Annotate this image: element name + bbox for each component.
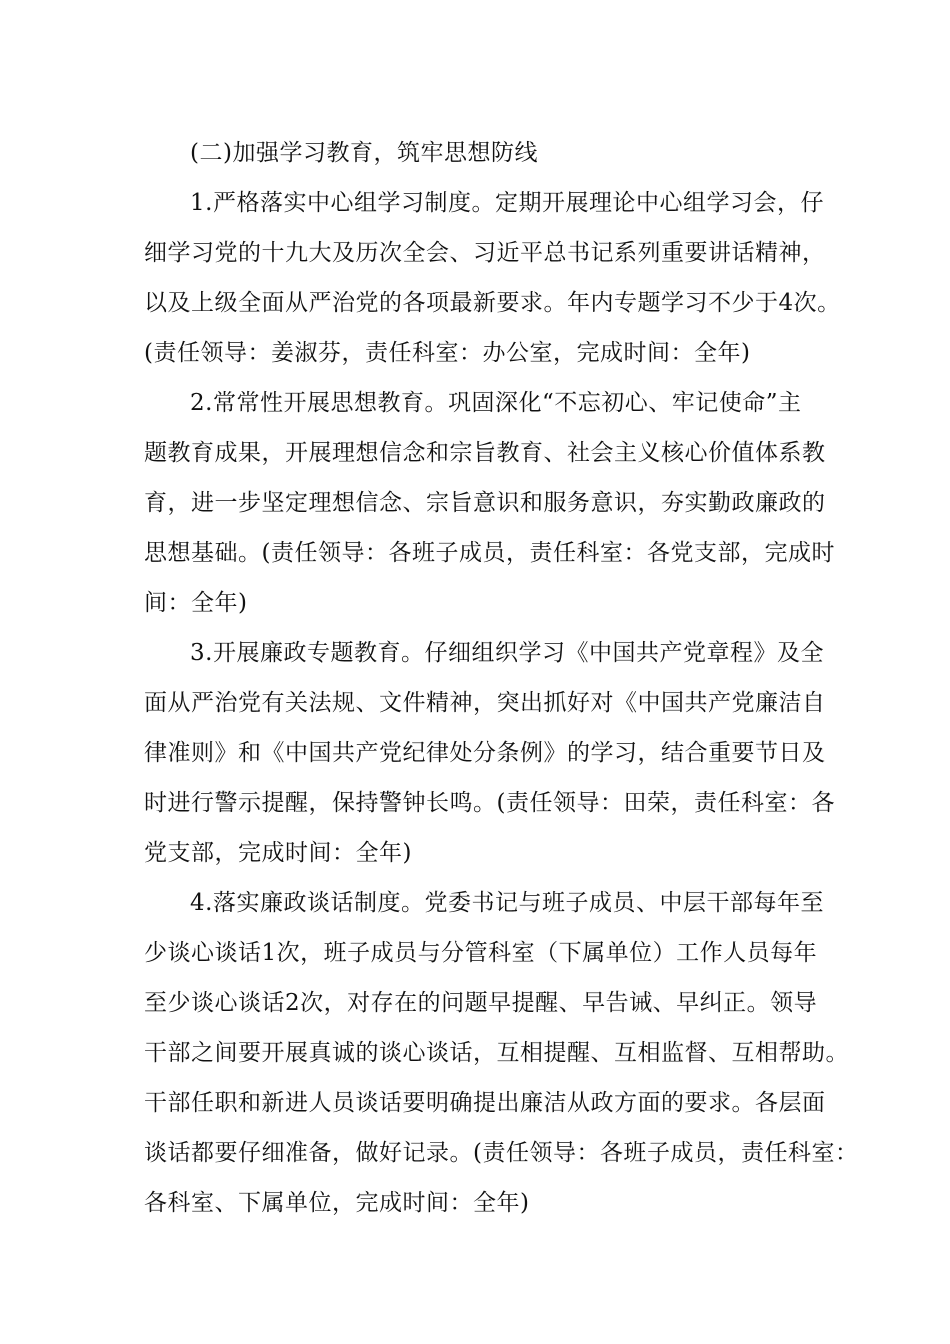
paragraph-2-line-5: 间：全年) xyxy=(144,590,248,616)
paragraph-1-line-2: 细学习党的十九大及历次全会、习近平总书记系列重要讲话精神， xyxy=(144,240,826,266)
paragraph-4-line-3: 至少谈心谈话2次，对存在的问题早提醒、早告诫、早纠正。领导 xyxy=(144,990,818,1016)
paragraph-4-line-6: 谈话都要仔细准备，做好记录。(责任领导：各班子成员，责任科室： xyxy=(144,1140,859,1166)
paragraph-2-line-1: 2.常常性开展思想教育。巩固深化“不忘初心、牢记使命”主 xyxy=(190,390,802,416)
paragraph-3-line-1: 3.开展廉政专题教育。仔细组织学习《中国共产党章程》及全 xyxy=(190,640,824,666)
paragraph-3-line-4: 时进行警示提醒，保持警钟长鸣。(责任领导：田荣，责任科室：各 xyxy=(144,790,835,816)
paragraph-2-line-2: 题教育成果，开展理想信念和宗旨教育、社会主义核心价值体系教 xyxy=(144,440,826,466)
paragraph-2-line-3: 育，进一步坚定理想信念、宗旨意识和服务意识，夯实勤政廉政的 xyxy=(144,490,826,516)
paragraph-4-line-5: 干部任职和新进人员谈话要明确提出廉洁从政方面的要求。各层面 xyxy=(144,1090,826,1116)
paragraph-1-line-4: (责任领导：姜淑芬，责任科室：办公室，完成时间：全年) xyxy=(144,340,751,366)
document-body xyxy=(144,128,859,1228)
paragraph-4-line-7: 各科室、下属单位，完成时间：全年) xyxy=(144,1190,530,1216)
paragraph-4-line-2: 少谈心谈话1次，班子成员与分管科室（下属单位）工作人员每年 xyxy=(144,940,818,966)
paragraph-1-line-3: 以及上级全面从严治党的各项最新要求。年内专题学习不少于4次。 xyxy=(144,290,841,316)
paragraph-4-line-4: 干部之间要开展真诚的谈心谈话，互相提醒、互相监督、互相帮助。 xyxy=(144,1040,849,1066)
paragraph-1-line-1: 1.严格落实中心组学习制度。定期开展理论中心组学习会，仔 xyxy=(190,190,824,216)
paragraph-3-line-2: 面从严治党有关法规、文件精神，突出抓好对《中国共产党廉洁自 xyxy=(144,690,826,716)
section-heading: (二)加强学习教育，筑牢思想防线 xyxy=(190,140,538,166)
paragraph-2-line-4: 思想基础。(责任领导：各班子成员，责任科室：各党支部，完成时 xyxy=(144,540,835,566)
paragraph-4-line-1: 4.落实廉政谈话制度。党委书记与班子成员、中层干部每年至 xyxy=(190,890,824,916)
paragraph-3-line-5: 党支部，完成时间：全年) xyxy=(144,840,412,866)
paragraph-3-line-3: 律准则》和《中国共产党纪律处分条例》的学习，结合重要节日及 xyxy=(144,740,826,766)
